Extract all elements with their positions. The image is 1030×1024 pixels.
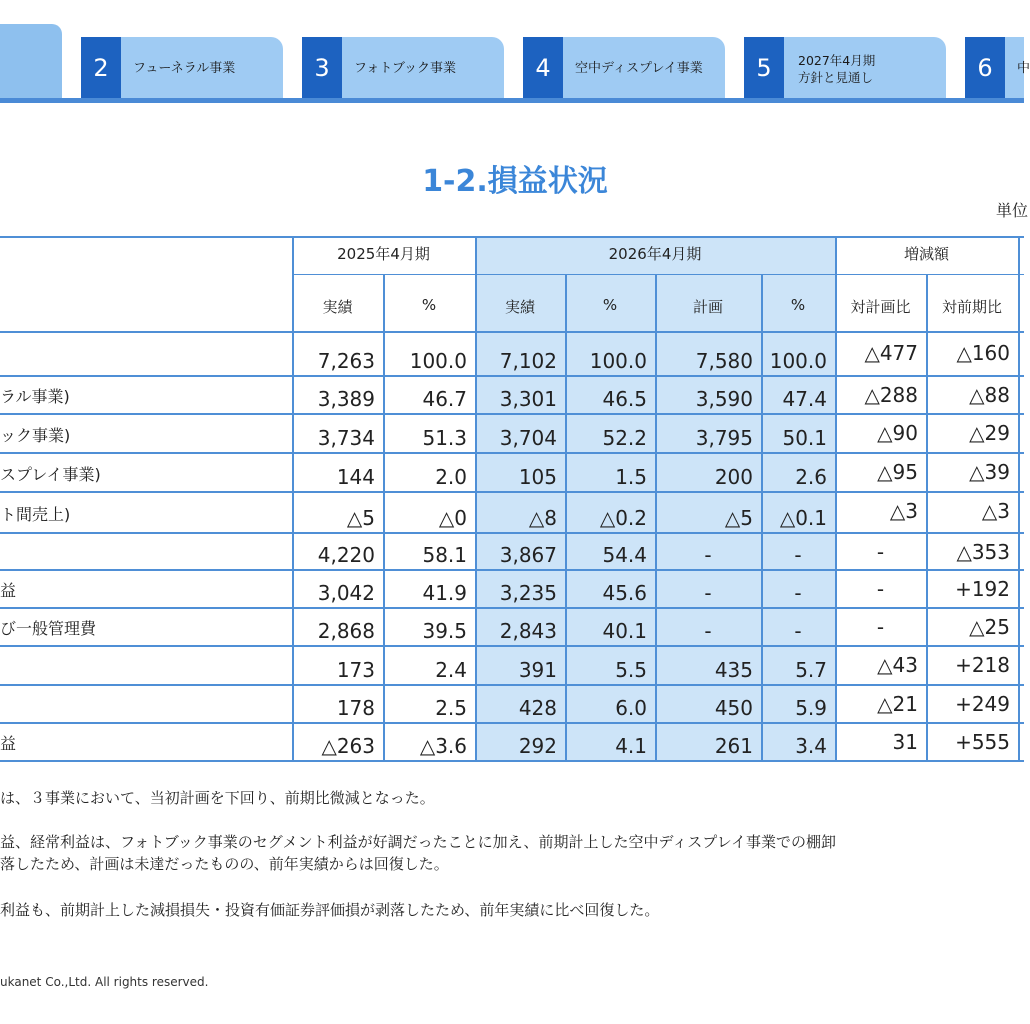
table-cell: +218 <box>955 653 1010 677</box>
tab-underline <box>0 98 1024 103</box>
table-cell: 51.3 <box>422 426 467 450</box>
table-cell: 40.1 <box>602 619 647 643</box>
table-cell: △160 <box>956 341 1010 365</box>
tab-number: 5 <box>744 37 784 99</box>
sub-header: % <box>421 296 437 314</box>
note-2: 益、経常利益は、フォトブック事業のセグメント利益が好調だったことに加え、前期計上した空中ディスプレイ事業での棚卸 <box>0 833 836 851</box>
tab-label-line2: 方針と見通し <box>798 70 874 85</box>
table-cell: 3,042 <box>317 581 375 605</box>
sub-header: 実績 <box>504 298 535 316</box>
table-cell: 100.0 <box>769 349 827 373</box>
table-cell: - <box>704 619 712 643</box>
table-cell: △5 <box>346 506 375 530</box>
tab-label: フォトブック事業 <box>354 60 457 76</box>
table-cell: - <box>876 540 885 564</box>
table-cell: △3.6 <box>419 734 467 758</box>
table-cell: 2.5 <box>435 696 467 720</box>
table-cell: 144 <box>336 465 375 489</box>
table-cell: 428 <box>518 696 557 720</box>
table-cell: 178 <box>336 696 375 720</box>
table-cell: △8 <box>528 506 557 530</box>
table-cell: △353 <box>956 540 1010 564</box>
tab-label: 中 <box>1017 60 1030 76</box>
tab-number: 3 <box>302 37 342 99</box>
table-cell: 39.5 <box>422 619 467 643</box>
table-cell: △0.1 <box>779 506 827 530</box>
table-cell: △288 <box>864 383 918 407</box>
row-label: スプレイ事業) <box>0 464 101 484</box>
table-cell: 7,580 <box>695 349 753 373</box>
table-cell: 3,734 <box>317 426 375 450</box>
sub-header: 対計画比 <box>850 298 911 316</box>
table-cell: 2.6 <box>795 465 827 489</box>
row-label: ト間売上) <box>0 504 71 524</box>
row-divider <box>0 645 1024 647</box>
table-cell: 391 <box>518 658 557 682</box>
row-divider <box>0 413 1024 415</box>
table-cell: 5.7 <box>795 658 827 682</box>
table-cell: +249 <box>955 692 1010 716</box>
table-cell: △0.2 <box>599 506 647 530</box>
table-cell: - <box>794 581 802 605</box>
table-cell: 292 <box>518 734 557 758</box>
table-top-border <box>0 236 1024 238</box>
table-cell: 31 <box>892 730 918 754</box>
table-cell: 46.5 <box>602 387 647 411</box>
table-cell: 41.9 <box>422 581 467 605</box>
tab-6[interactable] <box>965 37 1030 99</box>
table-cell: 100.0 <box>409 349 467 373</box>
tab-label <box>798 52 875 86</box>
sub-header: 実績 <box>322 298 353 316</box>
table-cell: 105 <box>518 465 557 489</box>
row-divider <box>0 532 1024 534</box>
table-cell: △39 <box>969 460 1010 484</box>
group-header: 増減額 <box>903 245 949 263</box>
table-cell: - <box>794 619 802 643</box>
table-cell: △43 <box>877 653 918 677</box>
header-bottom-border <box>0 331 1024 333</box>
column-divider <box>1018 236 1020 760</box>
table-cell: △21 <box>877 692 918 716</box>
sub-header: 計画 <box>692 298 723 316</box>
table-cell: △5 <box>724 506 753 530</box>
table-cell: 435 <box>714 658 753 682</box>
table-cell: - <box>876 577 885 601</box>
table-cell: 261 <box>714 734 753 758</box>
row-divider <box>0 722 1024 724</box>
table-cell: 100.0 <box>589 349 647 373</box>
row-label: び一般管理費 <box>0 619 97 638</box>
table-cell: △95 <box>877 460 918 484</box>
table-cell: 3,389 <box>317 387 375 411</box>
table-cell: △263 <box>321 734 375 758</box>
row-divider <box>0 607 1024 609</box>
tab-label: フューネラル事業 <box>133 60 236 76</box>
table-cell: 2,843 <box>499 619 557 643</box>
row-label: 益 <box>0 581 17 600</box>
table-cell: 3,235 <box>499 581 557 605</box>
table-cell: 54.4 <box>602 543 647 567</box>
table-cell: 4.1 <box>615 734 647 758</box>
table-cell: 2,868 <box>317 619 375 643</box>
table-cell: △477 <box>864 341 918 365</box>
table-cell: 3,704 <box>499 426 557 450</box>
table-cell: 46.7 <box>422 387 467 411</box>
table-cell: 58.1 <box>422 543 467 567</box>
table-cell: 5.5 <box>615 658 647 682</box>
table-cell: 5.9 <box>795 696 827 720</box>
tab-aerial-display[interactable] <box>523 37 725 99</box>
table-cell: 1.5 <box>615 465 647 489</box>
table-cell: △3 <box>889 499 918 523</box>
unit-label: 単位 <box>996 201 1029 220</box>
table-cell: - <box>704 543 712 567</box>
note-4: 利益も、前期計上した減損損失・投資有価証券評価損が剥落したため、前年実績に比べ回復した。 <box>0 901 660 919</box>
table-cell: △25 <box>969 615 1010 639</box>
table-cell: △29 <box>969 421 1010 445</box>
tab-bar <box>0 0 1030 104</box>
table-cell: - <box>704 581 712 605</box>
table-cell: △3 <box>981 499 1010 523</box>
table-cell: 3,301 <box>499 387 557 411</box>
table-cell: 200 <box>714 465 753 489</box>
table-cell: +192 <box>955 577 1010 601</box>
row-divider <box>0 452 1024 454</box>
table-cell: - <box>794 543 802 567</box>
table-cell: 47.4 <box>782 387 827 411</box>
tab-number: 2 <box>81 37 121 99</box>
row-label: 益 <box>0 734 17 753</box>
row-label: ラル事業) <box>0 387 70 406</box>
table-cell: 52.2 <box>602 426 647 450</box>
row-divider <box>0 760 1024 762</box>
tab-funeral[interactable] <box>81 37 283 99</box>
table-cell: 173 <box>336 658 375 682</box>
table-cell: 450 <box>714 696 753 720</box>
page-title: 1-2.損益状況 <box>422 164 608 199</box>
table-cell: 50.1 <box>782 426 827 450</box>
note-3: 落したため、計画は未達だったものの、前年実績からは回復した。 <box>0 855 449 873</box>
row-label: ック事業) <box>0 425 71 445</box>
table-cell: 3,867 <box>499 543 557 567</box>
sub-header: % <box>790 296 806 314</box>
table-cell: 45.6 <box>602 581 647 605</box>
group-header: 2026年4月期 <box>608 245 702 263</box>
group-header: 2025年4月期 <box>337 245 430 263</box>
table-cell: 3.4 <box>795 734 827 758</box>
tab-number: 4 <box>523 37 563 99</box>
tab-label: 空中ディスプレイ事業 <box>575 60 703 76</box>
table-cell: △90 <box>877 421 918 445</box>
table-cell: 4,220 <box>317 543 375 567</box>
tab-label-line1: 2027年4月期 <box>798 53 876 68</box>
table-cell: +555 <box>955 730 1010 754</box>
table-cell: 2.0 <box>435 465 467 489</box>
tab-photobook[interactable] <box>302 37 504 99</box>
table-cell: 7,263 <box>317 349 375 373</box>
row-divider <box>0 569 1024 571</box>
table-cell: △0 <box>438 506 467 530</box>
table-cell: 6.0 <box>615 696 647 720</box>
tab-number: 6 <box>965 37 1005 99</box>
row-divider <box>0 375 1024 377</box>
header-divider <box>292 274 1024 275</box>
tab-active-current[interactable] <box>0 24 62 100</box>
table-cell: 7,102 <box>499 349 557 373</box>
tab-policy-outlook[interactable] <box>744 37 946 99</box>
note-1: は、３事業において、当初計画を下回り、前期比微減となった。 <box>0 789 435 807</box>
row-divider <box>0 684 1024 686</box>
table-cell: 3,795 <box>695 426 753 450</box>
sub-header: 対前期比 <box>941 298 1002 316</box>
table-cell: △88 <box>969 383 1010 407</box>
row-divider <box>0 491 1024 493</box>
sub-header: % <box>602 296 618 314</box>
copyright: ukanet Co.,Ltd. All rights reserved. <box>0 975 209 989</box>
table-cell: - <box>876 615 885 639</box>
table-cell: 3,590 <box>695 387 753 411</box>
table-cell: 2.4 <box>435 658 467 682</box>
